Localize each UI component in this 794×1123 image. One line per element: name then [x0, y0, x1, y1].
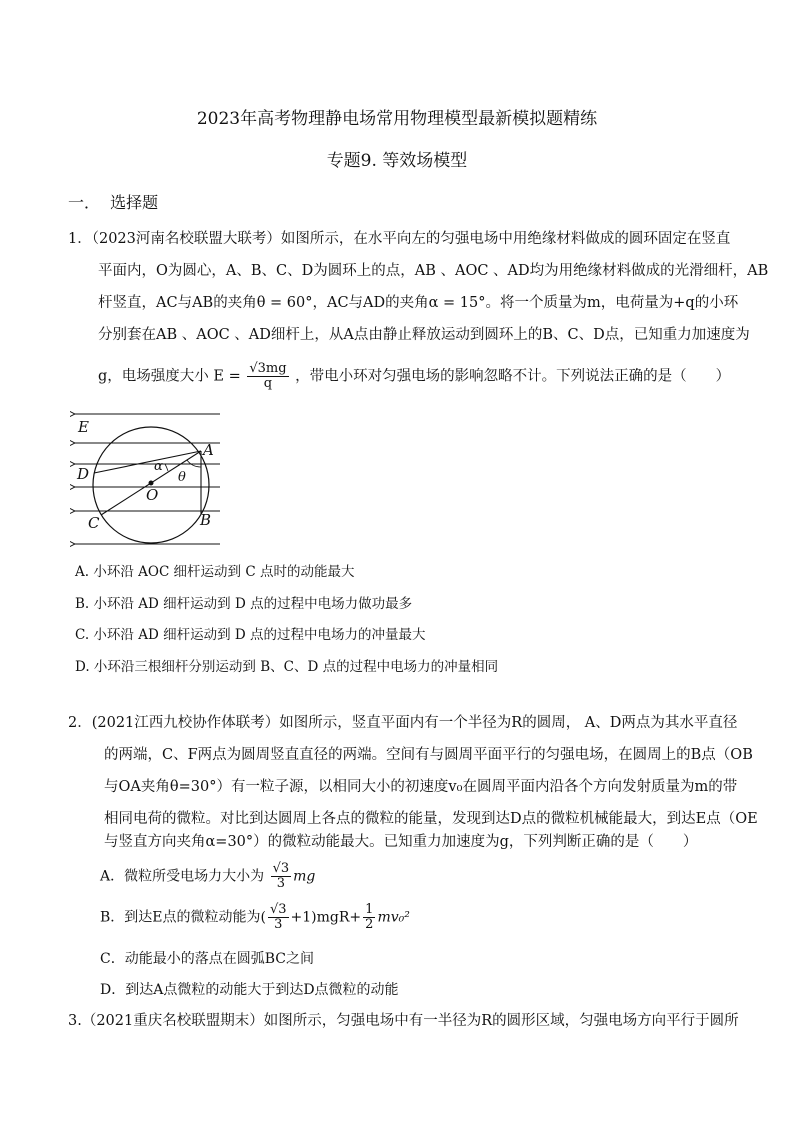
q1-line-3: 杆竖直，AC与AB的夹角θ = 60°，AC与AD的夹角α = 15°。将一个质量为m，电荷量为+q的小环 [98, 295, 739, 311]
q1-line-5 [98, 362, 730, 391]
label-d: D [77, 465, 90, 483]
q2-option-b [100, 903, 410, 932]
q2-option-b-fraction-2 [363, 903, 375, 932]
q1-line-4: 分别套在AB 、AOC 、AD细杆上，从A点由静止释放运动到圆环上的B、C、D点，已知重力加速度为 [98, 327, 750, 343]
q1-line-2: 平面内，O为圆心，A、B、C、D为圆环上的点，AB 、AOC 、AD均为用绝缘材料做成的光滑细杆，AB [98, 263, 769, 279]
fraction-numerator: √3 [272, 861, 290, 876]
q1-option-c: C. 小环沿 AD 细杆运动到 D 点的过程中电场力的冲量最大 [75, 627, 426, 643]
label-alpha: α [154, 459, 163, 474]
q2-option-b-mid: +1)mgR+ [290, 909, 362, 926]
q2-option-b-pre: B．到达E点的微粒动能为( [100, 909, 266, 926]
fraction-denominator: 2 [365, 917, 374, 932]
q2-option-a [100, 862, 315, 891]
q1-option-d: D. 小环沿三根细杆分别运动到 B、C、D 点的过程中电场力的冲量相同 [75, 659, 499, 675]
field-strength-fraction [247, 362, 288, 391]
q1-option-b: B. 小环沿 AD 细杆运动到 D 点的过程中电场力做功最多 [75, 596, 413, 612]
q2-option-a-post: mg [293, 868, 316, 885]
q2-line-3: 与OA夹角θ=30°）有一粒子源，以相同大小的初速度v₀在圆周平面内沿各个方向发射质量为m的带 [104, 779, 738, 795]
q1-line-5-post: ，带电小环对匀强电场的影响忽略不计。下列说法正确的是（ ） [295, 368, 731, 385]
q2-line-5: 与竖直方向夹角α=30°）的微粒动能最大。已知重力加速度为g，下列判断正确的是（ ） [104, 834, 698, 850]
q2-option-b-fraction-1 [268, 903, 289, 932]
q2-option-c: C．动能最小的落点在圆弧BC之间 [100, 951, 314, 967]
q1-line-1: 1．（2023河南名校联盟大联考）如图所示，在水平向左的匀强电场中用绝缘材料做成的圆环固定在竖直 [68, 231, 731, 247]
label-theta: θ [178, 470, 186, 485]
q2-option-a-pre: A．微粒所受电场力大小为 [100, 868, 265, 885]
center-point [149, 481, 154, 486]
q2-line-4: 相同电荷的微粒。对比到达圆周上各点的微粒的能量，发现到达D点的微粒机械能最大，到达E点（OE [104, 811, 758, 827]
q3-line-1: 3.（2021重庆名校联盟期末）如图所示，匀强电场中有一半径为R的圆形区域，匀强电场方向平行于圆所 [68, 1013, 739, 1029]
q2-option-b-post: mv₀² [377, 909, 410, 926]
label-a: A [203, 441, 214, 459]
q1-option-a: A. 小环沿 AOC 细杆运动到 C 点时的动能最大 [75, 564, 355, 580]
fraction-denominator: 3 [274, 917, 283, 932]
fraction-numerator: √3mg [249, 361, 287, 376]
label-e: E [78, 418, 89, 436]
label-c: C [88, 514, 100, 532]
label-o: O [146, 486, 159, 504]
q1-figure [70, 408, 230, 550]
q2-option-a-fraction [271, 862, 292, 891]
fraction-numerator: √3 [269, 902, 287, 917]
q2-option-d: D．到达A点微粒的动能大于到达D点微粒的动能 [100, 982, 399, 998]
section-heading: 一． 选择题 [68, 193, 159, 212]
fraction-denominator: 3 [276, 876, 285, 891]
document-subtitle: 专题9. 等效场模型 [326, 151, 468, 171]
document-title: 2023年高考物理静电场常用物理模型最新模拟题精练 [196, 109, 598, 129]
label-b: B [200, 511, 212, 529]
q1-line-5-pre: g，电场强度大小 E = [98, 368, 241, 385]
alpha-arc [165, 464, 168, 471]
q2-line-1: 2．(2021江西九校协作体联考）如图所示，竖直平面内有一个半径为R的圆周， A、D两点为其水平直径 [68, 715, 738, 731]
fraction-denominator: q [263, 376, 273, 391]
q2-line-2: 的两端，C、F两点为圆周竖直直径的两端。空间有与圆周平面平行的匀强电场，在圆周上的B点（OB [104, 747, 753, 763]
fraction-numerator: 1 [365, 902, 374, 917]
